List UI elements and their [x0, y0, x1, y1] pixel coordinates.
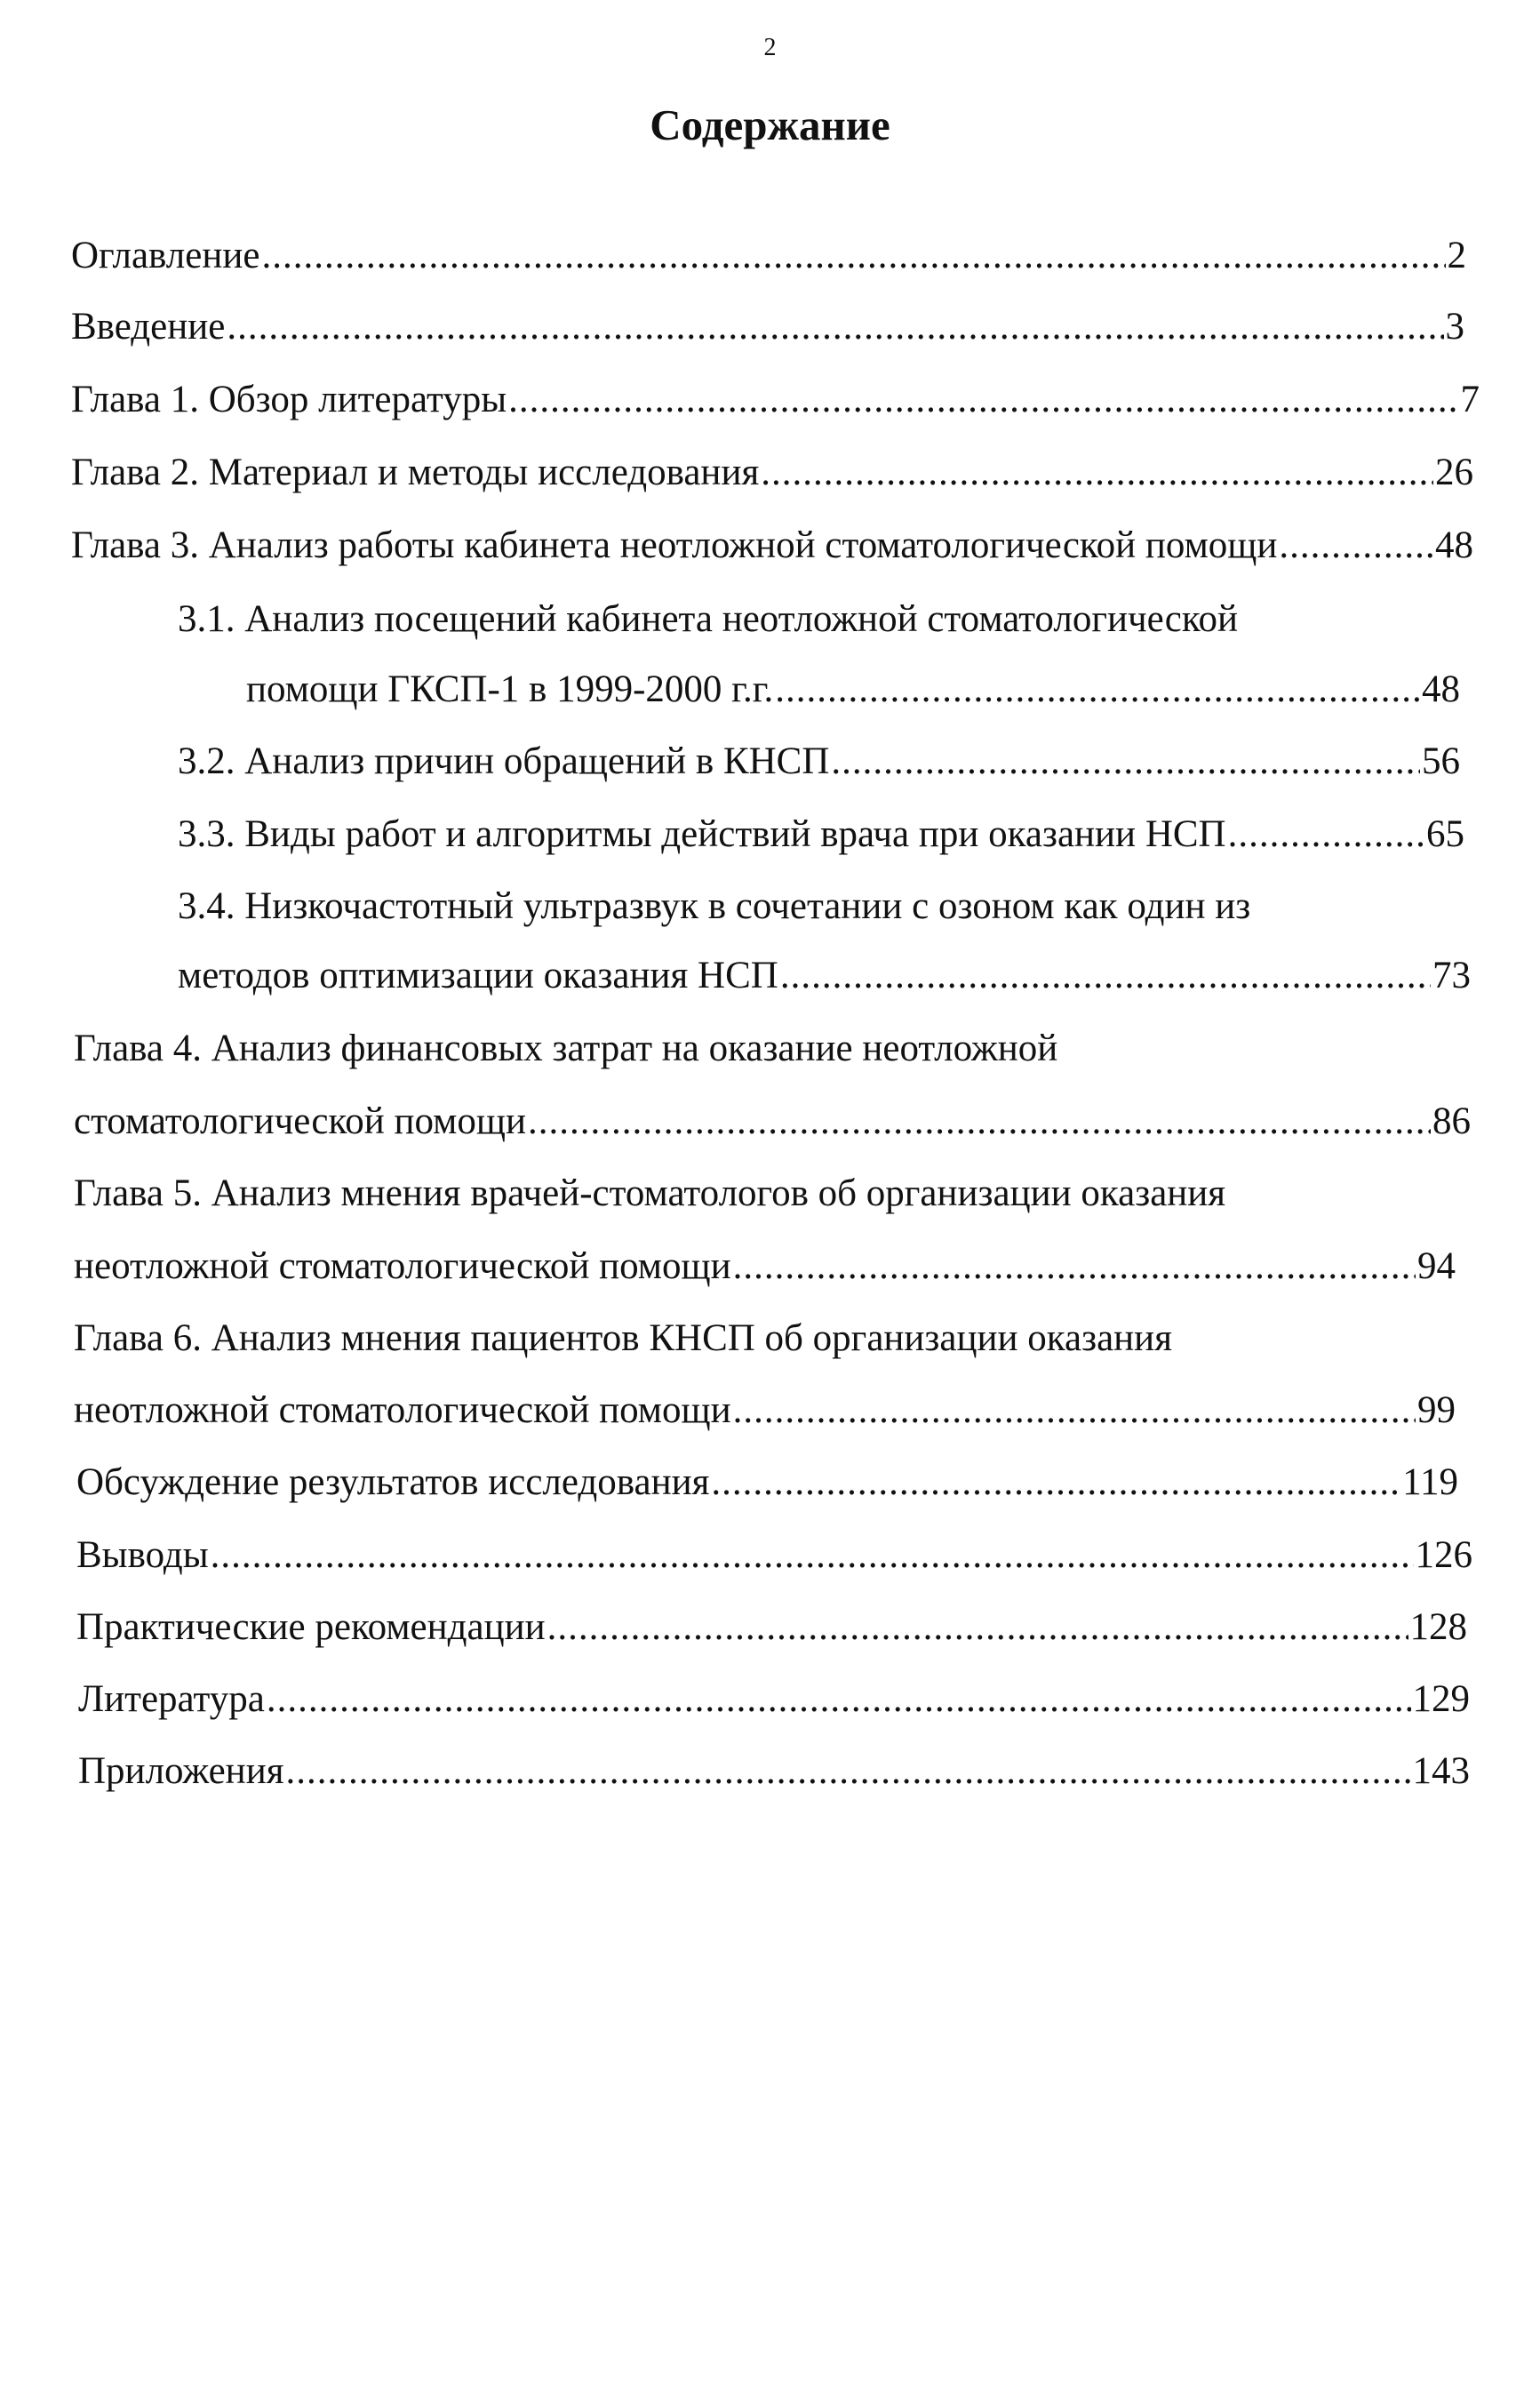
dot-leader	[733, 1240, 1416, 1293]
toc-entry-page: 119	[1402, 1461, 1458, 1503]
toc-entry-page: 7	[1460, 379, 1480, 420]
dot-leader	[285, 1745, 1410, 1798]
toc-entry-section-3-2	[178, 735, 1460, 788]
toc-entry-page: 56	[1422, 740, 1460, 782]
dot-leader	[1228, 808, 1424, 861]
toc-entry-page: 48	[1435, 524, 1473, 566]
toc-entry-chapter-5	[74, 1167, 1225, 1220]
toc-entry-page: 129	[1412, 1678, 1470, 1720]
toc-entry-chapter-6	[74, 1312, 1172, 1365]
toc-entry-page: 94	[1417, 1245, 1456, 1287]
toc-entry-text: Введение	[71, 306, 226, 348]
toc-entry-conclusions	[76, 1529, 1472, 1582]
toc-entry-text: Глава 4. Анализ финансовых затрат на оказание неотложной	[74, 1028, 1058, 1069]
toc-entry-chapter-1	[71, 373, 1480, 427]
dot-leader	[528, 1095, 1431, 1148]
dot-leader	[711, 1456, 1400, 1509]
toc-entry-text: методов оптимизации оказания НСП	[178, 955, 778, 996]
toc-entry-text: Глава 2. Материал и методы исследования	[71, 452, 760, 493]
toc-entry-section-3-4	[178, 880, 1250, 933]
toc-entry-text: Оглавление	[71, 235, 260, 276]
toc-entry-text: Глава 3. Анализ работы кабинета неотложной стоматологической помощи	[71, 524, 1278, 566]
toc-entry-contents	[71, 229, 1466, 283]
toc-entry-page: 3	[1445, 306, 1464, 348]
toc-entry-page: 143	[1412, 1750, 1470, 1792]
toc-entry-text: помощи ГКСП-1 в 1999-2000 г.г.	[246, 668, 774, 710]
toc-entry-page: 128	[1409, 1606, 1467, 1648]
page-number: 2	[763, 34, 777, 61]
toc-entry-text: Обсуждение результатов исследования	[76, 1461, 710, 1503]
dot-leader	[831, 735, 1420, 788]
toc-entry-appendices	[78, 1745, 1470, 1798]
dot-leader	[733, 1384, 1416, 1437]
toc-entry-text: 3.3. Виды работ и алгоритмы действий врача при оказании НСП	[178, 813, 1226, 855]
toc-entry-text: стоматологической помощи	[74, 1100, 527, 1142]
dot-leader	[261, 229, 1445, 283]
toc-entry-page: 2	[1447, 235, 1466, 276]
toc-entry-page: 65	[1426, 813, 1464, 855]
toc-entry-page: 48	[1422, 668, 1460, 710]
toc-entry-literature	[78, 1673, 1470, 1726]
toc-entry-page: 99	[1417, 1389, 1456, 1431]
dot-leader	[547, 1601, 1408, 1654]
toc-entry-page: 73	[1432, 955, 1471, 996]
toc-entry-text: Приложения	[78, 1750, 284, 1792]
toc-entry-text: 3.4. Низкочастотный ультразвук в сочетании с озоном как один из	[178, 885, 1251, 927]
toc-entry-text: Глава 5. Анализ мнения врачей-стоматологов об организации оказания	[74, 1172, 1226, 1214]
toc-entry-text: Выводы	[76, 1534, 209, 1576]
toc-entry-discussion	[76, 1456, 1458, 1509]
dot-leader	[761, 446, 1433, 500]
toc-entry-text: 3.1. Анализ посещений кабинета неотложной стоматологической	[178, 598, 1239, 640]
toc-entry-section-3-1	[178, 593, 1238, 646]
toc-entry-text: неотложной стоматологической помощи	[74, 1389, 731, 1431]
toc-entry-text: Литература	[78, 1678, 265, 1720]
dot-leader	[1279, 519, 1433, 572]
dot-leader	[211, 1529, 1414, 1582]
toc-entry-text: Глава 1. Обзор литературы	[71, 379, 507, 420]
dot-leader	[227, 300, 1443, 354]
toc-entry-page: 126	[1415, 1534, 1472, 1576]
toc-entry-chapter-5-cont	[74, 1240, 1456, 1293]
toc-entry-text: Практические рекомендации	[76, 1606, 546, 1648]
dot-leader	[780, 949, 1431, 1003]
toc-entry-text: 3.2. Анализ причин обращений в КНСП	[178, 740, 830, 782]
toc-entry-introduction	[71, 300, 1464, 354]
toc-entry-text: Глава 6. Анализ мнения пациентов КНСП об организации оказания	[74, 1317, 1172, 1359]
toc-entry-section-3-3	[178, 808, 1464, 861]
toc-entry-chapter-3	[71, 519, 1473, 572]
toc-entry-chapter-6-cont	[74, 1384, 1456, 1437]
dot-leader	[775, 663, 1420, 716]
toc-entry-section-3-1-cont	[246, 663, 1460, 716]
toc-entry-page: 86	[1432, 1100, 1471, 1142]
toc-entry-recommendations	[76, 1601, 1467, 1654]
page-title: Содержание	[650, 100, 890, 149]
toc-entry-chapter-4-cont	[74, 1095, 1471, 1148]
toc-entry-page: 26	[1435, 452, 1473, 493]
dot-leader	[267, 1673, 1411, 1726]
toc-entry-section-3-4-cont	[178, 949, 1471, 1003]
toc-entry-chapter-2	[71, 446, 1473, 500]
toc-entry-chapter-4	[74, 1022, 1057, 1076]
dot-leader	[508, 373, 1458, 427]
toc-entry-text: неотложной стоматологической помощи	[74, 1245, 731, 1287]
